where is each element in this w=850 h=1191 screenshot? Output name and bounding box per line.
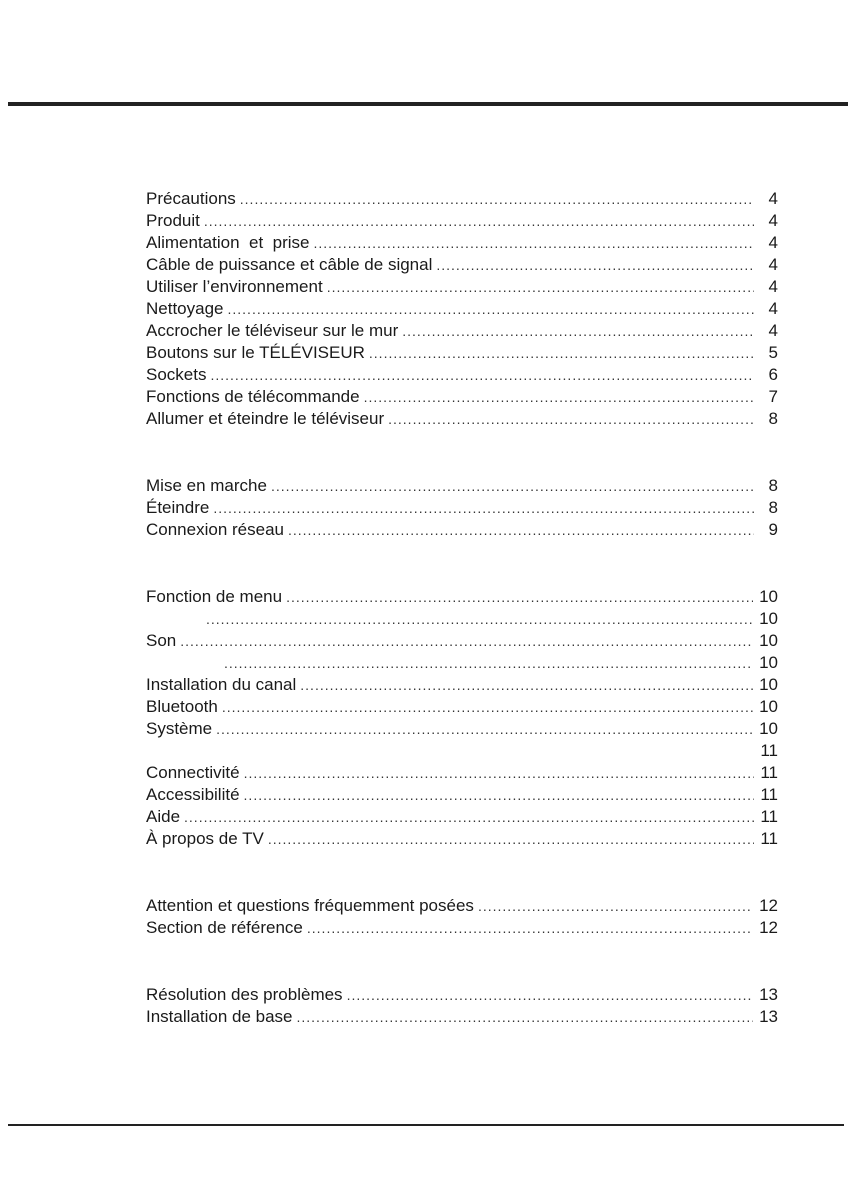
toc-entry[interactable]: [146, 364, 778, 386]
toc-entry-page: 13: [759, 985, 778, 1004]
toc-entry-title: Accrocher le téléviseur sur le mur: [146, 321, 399, 340]
toc-entry-page: 9: [768, 520, 778, 539]
toc-leader-dots: [271, 475, 754, 497]
toc-entry[interactable]: [146, 917, 778, 939]
toc-leader-dots: [313, 232, 754, 254]
toc-leader-dots: [184, 806, 754, 828]
toc-leader-dots: [388, 408, 754, 430]
toc-entry-page: 11: [760, 785, 778, 804]
toc-leader-dots: [327, 276, 754, 298]
toc-entry-title: Connexion réseau: [146, 520, 284, 539]
toc-entry-page: 4: [768, 321, 778, 340]
toc-entry-title: Boutons sur le TÉLÉVISEUR: [146, 343, 365, 362]
toc-leader-dots: [436, 254, 754, 276]
toc-entry[interactable]: [146, 276, 778, 298]
toc-section-4: [146, 895, 778, 939]
section-spacer: [146, 541, 778, 586]
toc-entry-title: Section de référence: [146, 918, 303, 937]
toc-section-2: [146, 475, 778, 541]
toc-leader-dots: [478, 895, 753, 917]
toc-section-1: [146, 188, 778, 430]
toc-leader-dots: [268, 828, 754, 850]
toc-leader-dots: [206, 608, 753, 630]
toc-entry[interactable]: [146, 1006, 778, 1028]
toc-entry-page: 6: [768, 365, 778, 384]
toc-section-5: [146, 984, 778, 1028]
section-spacer: [146, 850, 778, 895]
toc-entry-title: Système: [146, 719, 213, 738]
toc-entry[interactable]: [146, 696, 778, 718]
toc-entry[interactable]: [146, 740, 778, 762]
toc-leader-dots: [180, 630, 753, 652]
toc-leader-dots: [347, 984, 754, 1006]
toc-entry[interactable]: [146, 254, 778, 276]
toc-entry-title: Fonction de menu: [146, 587, 283, 606]
toc-entry-title: Éteindre: [146, 498, 210, 517]
toc-entry-title: Son: [146, 631, 177, 650]
toc-leader-dots: [244, 762, 754, 784]
toc-entry-title: Allumer et éteindre le téléviseur: [146, 409, 385, 428]
toc-entry-title: Bluetooth: [146, 697, 218, 716]
toc-entry-page: 12: [759, 918, 778, 937]
toc-entry[interactable]: [146, 188, 778, 210]
toc-leader-dots: [297, 1006, 754, 1028]
toc-entry[interactable]: [146, 519, 778, 541]
toc-entry[interactable]: [146, 984, 778, 1006]
toc-leader-dots: [222, 696, 753, 718]
toc-entry-page: 10: [759, 675, 778, 694]
toc-entry[interactable]: [146, 630, 778, 652]
toc-entry[interactable]: [146, 718, 778, 740]
toc-entry[interactable]: [146, 608, 778, 630]
toc-leader-dots: [244, 784, 754, 806]
toc-entry-page: 8: [768, 409, 778, 428]
toc-section-3: [146, 586, 778, 850]
toc-entry-page: 11: [760, 807, 778, 826]
toc-entry-title: Précautions: [146, 189, 236, 208]
toc-leader-dots: [369, 342, 754, 364]
toc-leader-dots: [216, 718, 753, 740]
toc-entry-page: 10: [759, 697, 778, 716]
toc-entry[interactable]: [146, 828, 778, 850]
toc-entry[interactable]: [146, 320, 778, 342]
toc-entry-title: Connectivité: [146, 763, 240, 782]
toc-leader-dots: [288, 519, 754, 541]
toc-entry[interactable]: [146, 784, 778, 806]
toc-entry-title: Produit: [146, 211, 200, 230]
toc-entry-title: Attention et questions fréquemment posées: [146, 896, 474, 915]
toc-entry-page: 8: [768, 476, 778, 495]
toc-entry[interactable]: [146, 497, 778, 519]
toc-entry[interactable]: [146, 652, 778, 674]
toc-entry-page: 10: [759, 587, 778, 606]
toc-entry-title: Mise en marche: [146, 476, 267, 495]
toc-entry-title: Aide: [146, 807, 181, 826]
toc-entry[interactable]: [146, 895, 778, 917]
toc-leader-dots: [300, 674, 753, 696]
toc-entry-page: 4: [768, 255, 778, 274]
toc-entry-page: 4: [768, 211, 778, 230]
toc-entry[interactable]: [146, 232, 778, 254]
toc-leader-dots: [240, 188, 754, 210]
toc-entry-title: Câble de puissance et câble de signal: [146, 255, 433, 274]
section-spacer: [146, 939, 778, 984]
toc-leader-dots: [210, 364, 754, 386]
toc-entry[interactable]: [146, 342, 778, 364]
toc-leader-dots: [224, 652, 753, 674]
toc-entry-page: 4: [768, 277, 778, 296]
toc-entry-title: Installation du canal: [146, 675, 297, 694]
toc-leader-dots: [228, 298, 755, 320]
toc-leader-dots: [402, 320, 754, 342]
toc-entry-page: 11: [760, 763, 778, 782]
toc-entry-title: À propos de TV: [146, 829, 264, 848]
toc-entry-title: Utiliser l’environnement: [146, 277, 323, 296]
toc-entry-page: 13: [759, 1007, 778, 1026]
toc-entry-page: 4: [768, 233, 778, 252]
toc-entry-page: 10: [759, 631, 778, 650]
toc-entry[interactable]: [146, 386, 778, 408]
toc-entry-page: 4: [768, 189, 778, 208]
toc-entry[interactable]: [146, 806, 778, 828]
toc-entry[interactable]: [146, 298, 778, 320]
toc-entry-title: Accessibilité: [146, 785, 240, 804]
toc-entry-title: Nettoyage: [146, 299, 224, 318]
toc-entry-page: 5: [768, 343, 778, 362]
toc-entry-title: Résolution des problèmes: [146, 985, 343, 1004]
toc-leader-dots: [286, 586, 753, 608]
toc-entry-title: Sockets: [146, 365, 207, 384]
toc-entry-page: 10: [759, 719, 778, 738]
toc-entry-page: 11: [760, 741, 778, 760]
toc-entry-page: 8: [768, 498, 778, 517]
toc-entry-page: 7: [768, 387, 778, 406]
toc-entry-title: Alimentation et prise: [146, 233, 310, 252]
toc-entry[interactable]: [146, 586, 778, 608]
toc-leader-dots: [204, 210, 754, 232]
toc-entry-page: 10: [759, 653, 778, 672]
footer-rule: [8, 1124, 844, 1126]
toc-leader-dots: [307, 917, 753, 939]
toc-leader-dots: [213, 497, 754, 519]
section-spacer: [146, 430, 778, 475]
toc-leader-dots: [364, 386, 754, 408]
toc-entry[interactable]: [146, 210, 778, 232]
toc-entry[interactable]: [146, 762, 778, 784]
toc-entry[interactable]: [146, 408, 778, 430]
toc-entry-page: 12: [759, 896, 778, 915]
toc-entry-title: Fonctions de télécommande: [146, 387, 360, 406]
header-rule: [8, 102, 848, 106]
toc-entry[interactable]: [146, 674, 778, 696]
toc-entry-page: 11: [760, 829, 778, 848]
table-of-contents: [146, 188, 778, 1028]
toc-entry-title: Installation de base: [146, 1007, 293, 1026]
toc-entry-page: 10: [759, 609, 778, 628]
toc-entry[interactable]: [146, 475, 778, 497]
toc-entry-page: 4: [768, 299, 778, 318]
